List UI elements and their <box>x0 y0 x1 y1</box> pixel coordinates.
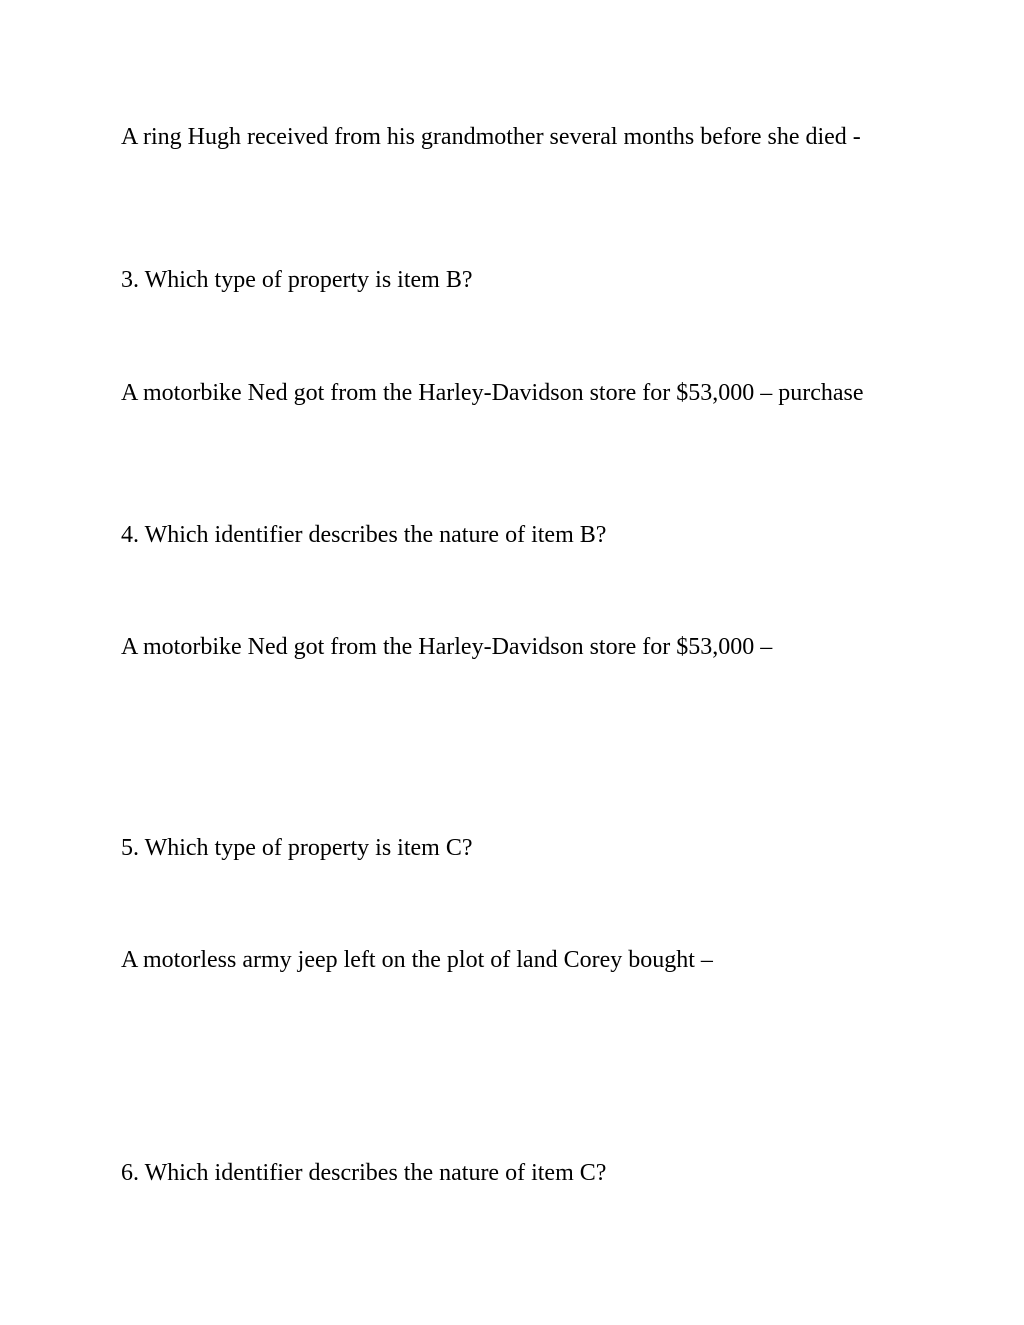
question-6: 6. Which identifier describes the nature of item C? <box>121 1160 607 1186</box>
item-b-description-purchase: A motorbike Ned got from the Harley-Davidson store for $53,000 – purchase <box>121 380 864 406</box>
item-b-description: A motorbike Ned got from the Harley-Davidson store for $53,000 – <box>121 634 773 660</box>
item-a-description: A ring Hugh received from his grandmother several months before she died - <box>121 124 861 150</box>
item-c-description: A motorless army jeep left on the plot of land Corey bought – <box>121 947 713 973</box>
question-3: 3. Which type of property is item B? <box>121 267 473 293</box>
question-4: 4. Which identifier describes the nature of item B? <box>121 522 607 548</box>
question-5: 5. Which type of property is item C? <box>121 835 473 861</box>
